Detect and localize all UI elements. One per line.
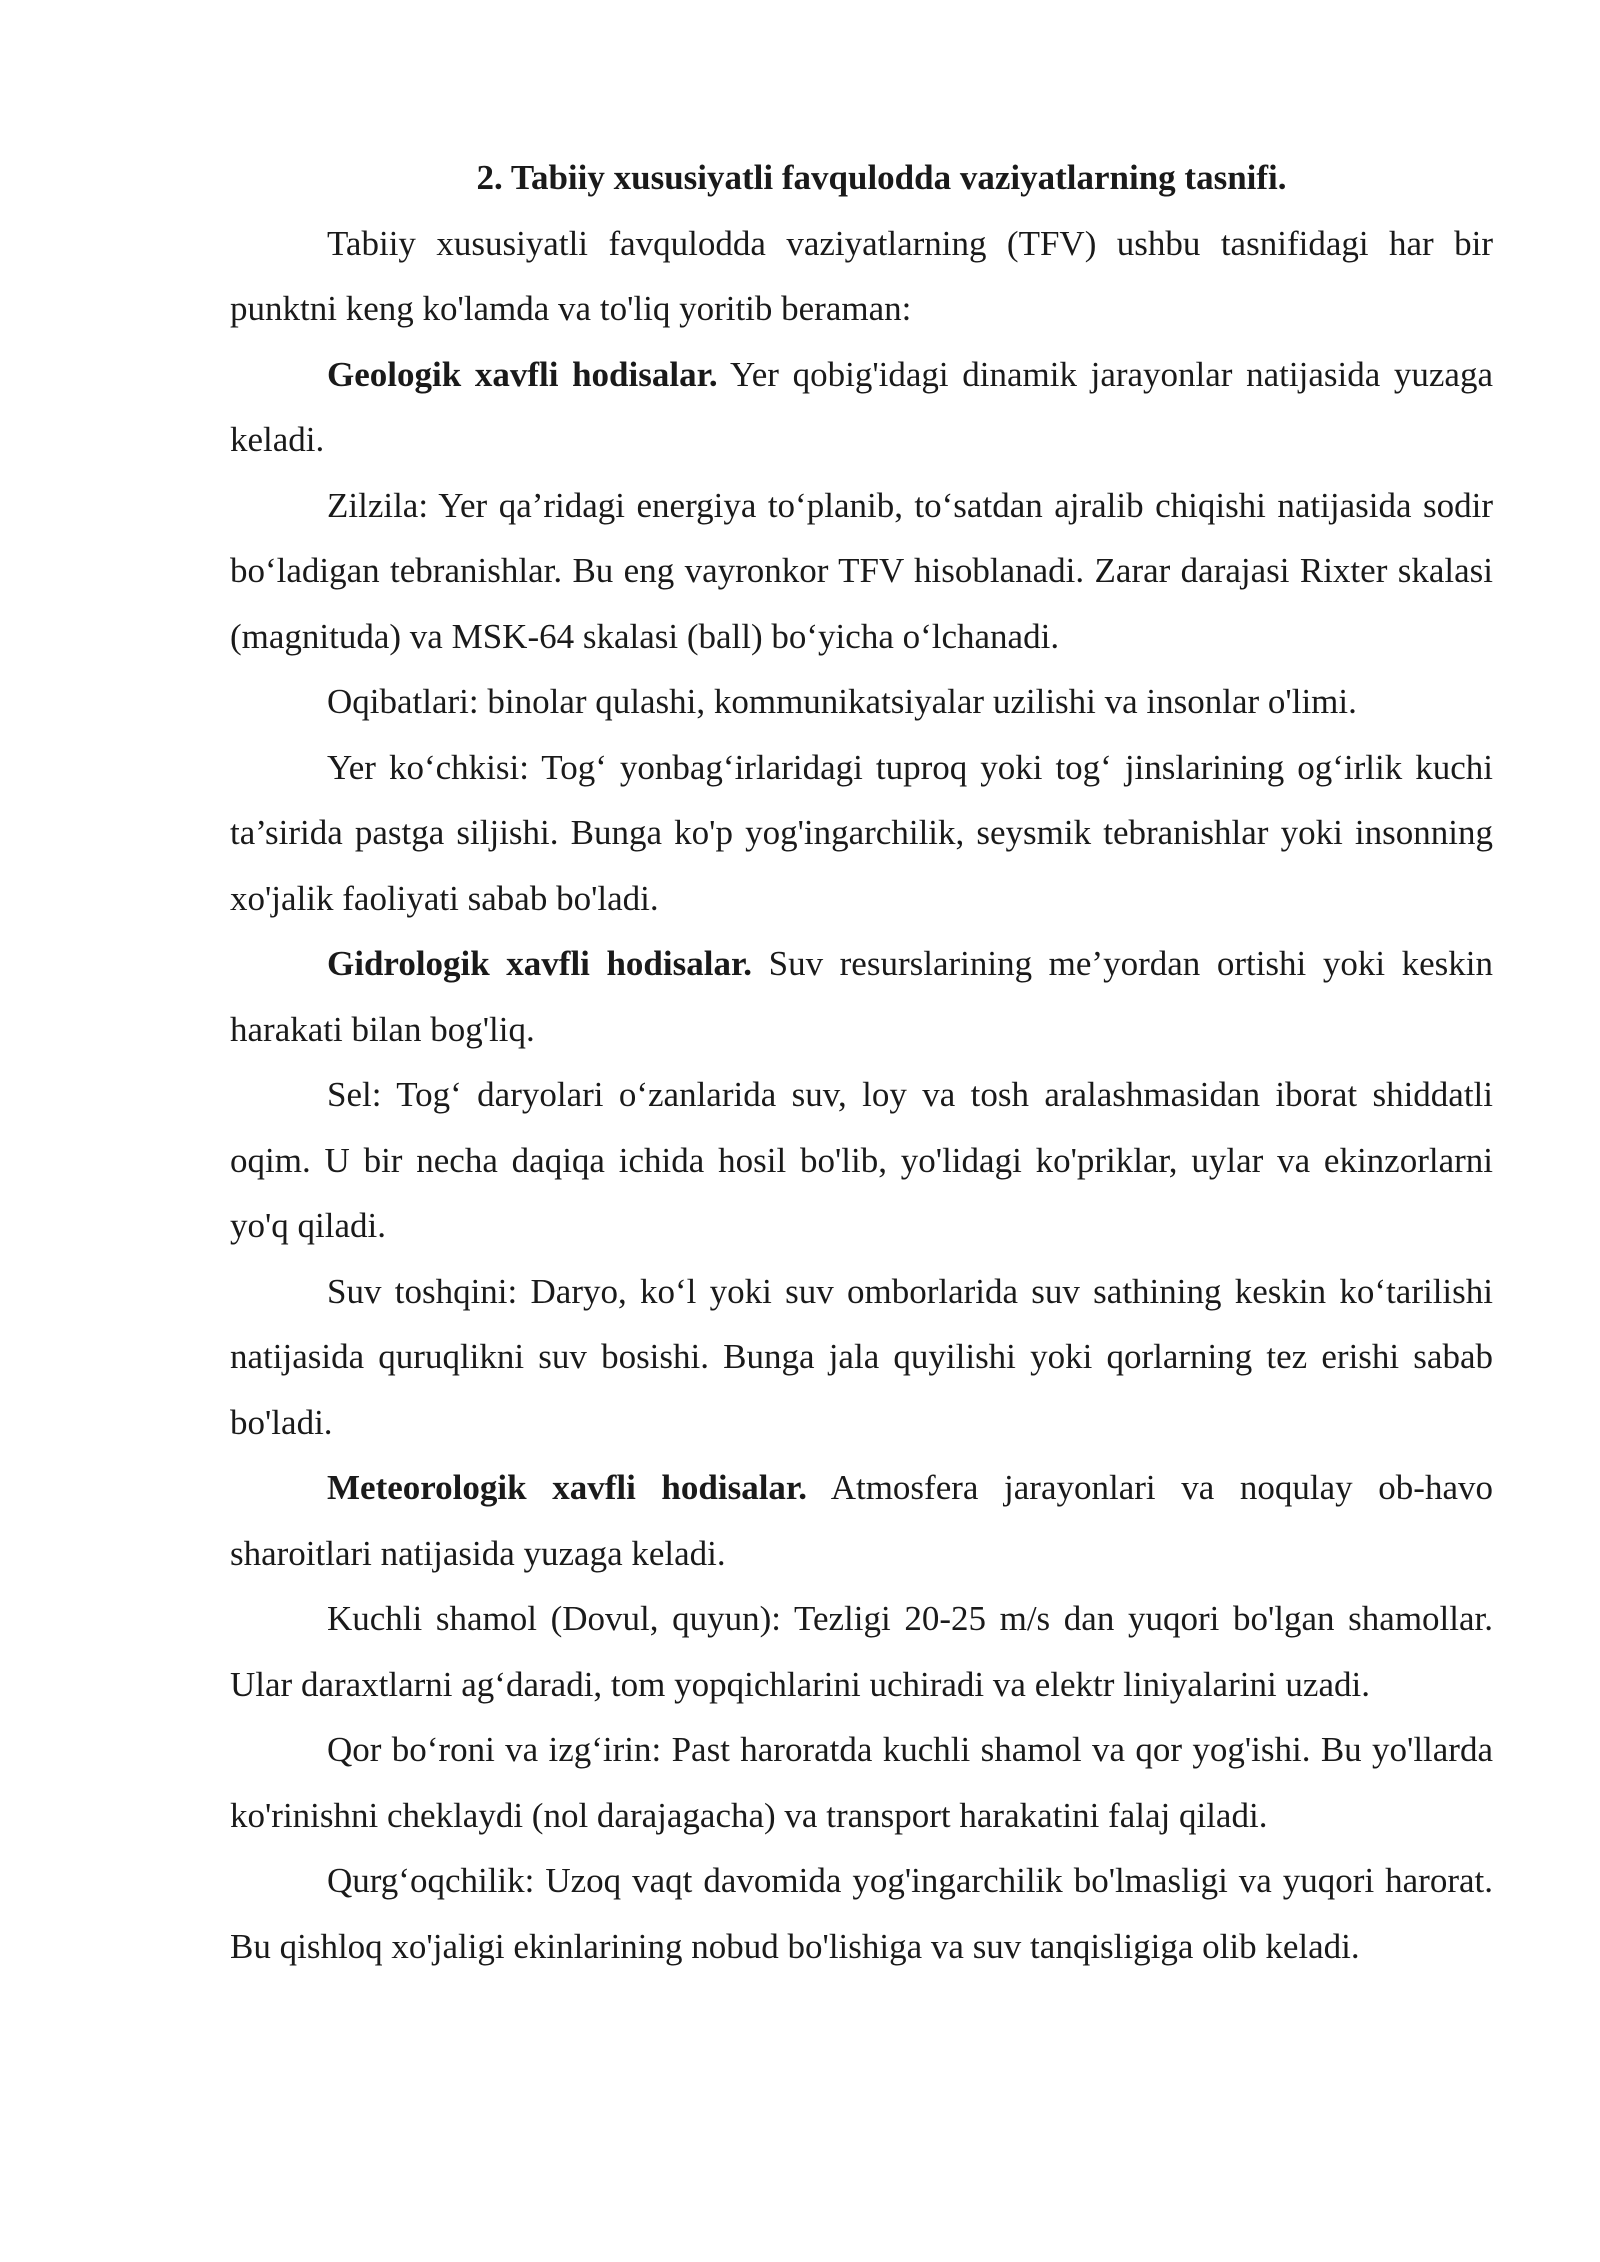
document-page xyxy=(230,145,1493,1979)
paragraph-text: Yer ko‘chkisi: Tog‘ yonbag‘irlaridagi tuproq yoki tog‘ jinslarining og‘irlik kuchi ta’sirida pastga siljishi. Bunga ko'p yog'ingarchilik, seysmik tebranishlar yoki insonning xo'jalik faoliyati sabab bo'ladi. xyxy=(230,747,1493,918)
paragraph-text: Tabiiy xususiyatli favqulodda vaziyatlarning (TFV) ushbu tasnifidagi har bir punktni keng ko'lamda va to'liq yoritib beraman: xyxy=(230,223,1493,328)
paragraph-text: Oqibatlari: binolar qulashi, kommunikatsiyalar uzilishi va insonlar o'limi. xyxy=(327,682,1357,721)
paragraph-text: Zilzila: Yer qa’ridagi energiya to‘planib, to‘satdan ajralib chiqishi natijasida sodir bo‘ladigan tebranishlar. Bu eng vayronkor TFV hisoblanadi. Zarar darajasi Rixter skalasi (magnituda) va MSK-64 skalasi (ball) bo‘yicha o‘lchanadi. xyxy=(230,485,1493,656)
paragraph-earthquake xyxy=(230,473,1493,670)
paragraph-landslide xyxy=(230,735,1493,932)
paragraph-bold-lead: Gidrologik xavfli hodisalar. xyxy=(327,944,753,983)
paragraph-text: Qor bo‘roni va izg‘irin: Past haroratda kuchli shamol va qor yog'ishi. Bu yo'llarda ko'rinishni cheklaydi (nol darajagacha) va transport harakatini falaj qiladi. xyxy=(230,1730,1493,1835)
paragraph-text: Atmosfera jarayonlari va noqulay ob-havo sharoitlari natijasida yuzaga keladi. xyxy=(230,1468,1493,1573)
paragraph-text: Qurg‘oqchilik: Uzoq vaqt davomida yog'ingarchilik bo'lmasligi va yuqori harorat. Bu qishloq xo'jaligi ekinlarining nobud bo'lishiga va suv tanqisligiga olib keladi. xyxy=(230,1861,1493,1966)
paragraph-geologic xyxy=(230,342,1493,473)
paragraph-drought xyxy=(230,1848,1493,1979)
paragraph-intro xyxy=(230,211,1493,342)
paragraph-strong-wind xyxy=(230,1586,1493,1717)
paragraph-consequences xyxy=(230,669,1493,735)
section-heading: 2. Tabiiy xususiyatli favqulodda vaziyatlarning tasnifi. xyxy=(476,158,1287,197)
paragraph-hydrologic xyxy=(230,931,1493,1062)
paragraph-text: Suv resurslarining me’yordan ortishi yoki keskin harakati bilan bog'liq. xyxy=(230,944,1494,1049)
paragraph-mudflow xyxy=(230,1062,1493,1259)
paragraph-text: Yer qobig'idagi dinamik jarayonlar natijasida yuzaga keladi. xyxy=(230,354,1493,459)
paragraph-flood xyxy=(230,1259,1493,1456)
paragraph-text: Suv toshqini: Daryo, ko‘l yoki suv omborlarida suv sathining keskin ko‘tarilishi natijasida quruqlikni suv bosishi. Bunga jala quyilishi yoki qorlarning tez erishi sabab bo'ladi. xyxy=(230,1271,1493,1442)
paragraph-meteorologic xyxy=(230,1455,1493,1586)
paragraph-bold-lead: Geologik xavfli hodisalar. xyxy=(327,354,718,394)
paragraph-text: Kuchli shamol (Dovul, quyun): Tezligi 20-25 m/s dan yuqori bo'lgan shamollar. Ular daraxtlarni ag‘daradi, tom yopqichlarini uchiradi va elektr liniyalarini uzadi. xyxy=(230,1599,1493,1704)
paragraph-text: Sel: Tog‘ daryolari o‘zanlarida suv, loy va tosh aralashmasidan iborat shiddatli oqim. U bir necha daqiqa ichida hosil bo'lib, yo'lidagi ko'priklar, uylar va ekinzorlarni yo'q qiladi. xyxy=(230,1075,1493,1245)
paragraph-bold-lead: Meteorologik xavfli hodisalar. xyxy=(327,1468,807,1507)
paragraph-blizzard xyxy=(230,1717,1493,1848)
